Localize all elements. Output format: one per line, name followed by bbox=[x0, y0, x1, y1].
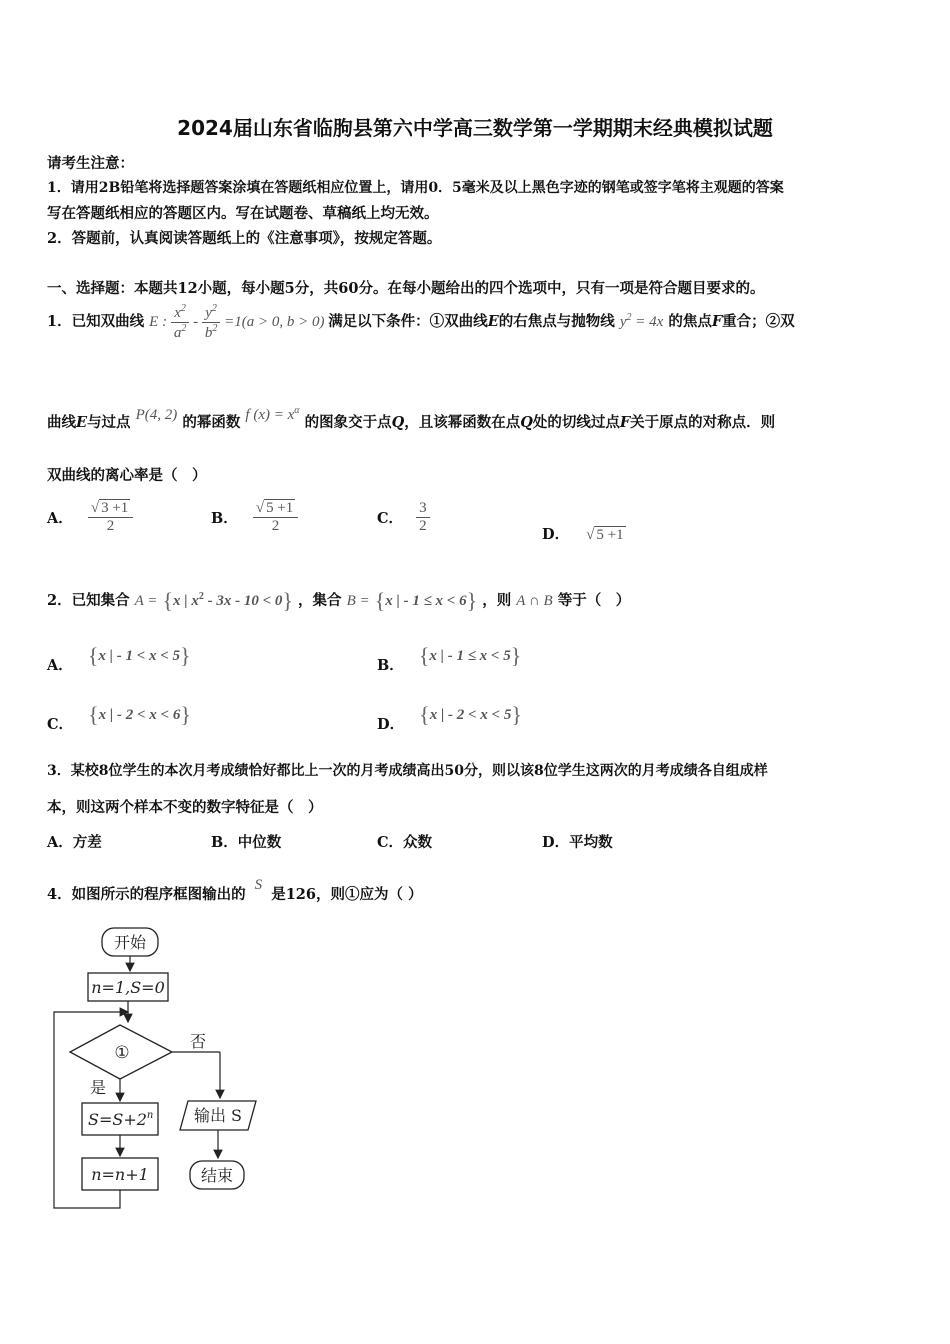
q2-text: 2．已知集合 bbox=[47, 592, 130, 609]
option-d-val: 5 +1 bbox=[596, 527, 624, 543]
q3-option-c[interactable]: C．众数 bbox=[377, 834, 433, 851]
q2-c-val: x | - 2 < x < 6 bbox=[98, 707, 181, 723]
q1-var: E bbox=[487, 312, 499, 330]
q1-var: F bbox=[619, 414, 631, 431]
q2-b-val: x | - 1 ≤ x < 5 bbox=[429, 648, 511, 664]
notice-heading: 请考生注意： bbox=[47, 155, 134, 172]
flow-start-label: 开始 bbox=[113, 933, 147, 952]
option-label: A． bbox=[47, 510, 73, 527]
option-b-den: 2 bbox=[271, 518, 280, 534]
q1-option-b[interactable] bbox=[211, 500, 298, 535]
notice-line-1a: 1．请用2B铅笔将选择题答案涂填在答题纸相应位置上，请用0．5毫米及以上黑色字迹的钢笔或签字笔将主观题的答案 bbox=[47, 180, 784, 196]
q2-text: ，集合 bbox=[298, 592, 342, 609]
eq-b: b bbox=[204, 325, 213, 341]
question-3-line-1: 3．某校8位学生的本次月考成绩恰好都比上一次的月考成绩高出50分，则以该8位学生这两次的月考成绩各自组成样 bbox=[47, 763, 768, 779]
flow-update-s-label bbox=[88, 1110, 153, 1129]
question-1-line-3: 双曲线的离心率是（ ） bbox=[47, 467, 207, 484]
q2-option-c-set: {x | - 2 < x < 6} bbox=[88, 702, 191, 727]
flow-update-s-text: S=S+2 bbox=[88, 1110, 147, 1129]
notice-line-2: 2．答题前，认真阅读答题纸上的《注意事项》，按规定答题。 bbox=[47, 230, 442, 247]
q2-option-d[interactable] bbox=[377, 702, 522, 734]
flow-no-label: 否 bbox=[190, 1032, 207, 1051]
eq-tail: =1(a > 0, b > 0) bbox=[224, 313, 325, 330]
parabola-equation: $y^2 = 4x$ bbox=[619, 311, 664, 330]
option-label: C． bbox=[377, 510, 404, 527]
question-1-line-1 bbox=[47, 303, 795, 342]
q1-text: 处的切线过点 bbox=[532, 414, 620, 431]
option-a-den: 2 bbox=[106, 518, 115, 534]
q4-text: 是126，则①应为（ ） bbox=[271, 886, 423, 903]
option-label: C． bbox=[47, 716, 74, 733]
q1-text: 的图象交于点 bbox=[304, 414, 392, 431]
set-a-tail: - 3x - 10 < 0 bbox=[203, 593, 283, 609]
q1-var: F bbox=[711, 312, 723, 330]
flow-update-s-exp: n bbox=[146, 1110, 154, 1121]
q1-option-a[interactable] bbox=[47, 500, 133, 535]
eq-fraction-y: $\frac{y^2}{b^2}$ bbox=[202, 303, 221, 342]
program-flowchart bbox=[40, 918, 280, 1218]
flow-update-n-label: n=n+1 bbox=[91, 1165, 149, 1184]
q3-option-b[interactable]: B．中位数 bbox=[211, 834, 282, 851]
q2-option-d-set: {x | - 2 < x < 5} bbox=[419, 702, 522, 727]
flow-end-label: 结束 bbox=[200, 1166, 234, 1185]
option-label: D． bbox=[542, 526, 570, 543]
q1-var: Q bbox=[391, 414, 405, 431]
q1-text: 满足以下条件：①双曲线 bbox=[328, 312, 488, 330]
option-d-value: √ 5 +1 bbox=[586, 527, 624, 543]
q1-var: Q bbox=[520, 414, 533, 431]
a-cap-b: A ∩ B bbox=[516, 593, 553, 609]
question-4-stem bbox=[47, 877, 423, 904]
flow-output-label: 输出 S bbox=[193, 1106, 243, 1125]
set-a-lhs: A = bbox=[134, 593, 158, 609]
q2-option-b[interactable] bbox=[377, 643, 521, 675]
eq-a: a bbox=[173, 325, 182, 341]
q1-text: 1．已知双曲线 bbox=[47, 312, 145, 330]
option-c-den: 2 bbox=[419, 518, 427, 534]
q3-option-d[interactable]: D．平均数 bbox=[542, 834, 613, 851]
q2-option-b-set: {x | - 1 ≤ x < 5} bbox=[418, 643, 522, 668]
q2-text: 等于（ ） bbox=[557, 592, 631, 609]
parab-y: y bbox=[619, 313, 627, 330]
parab-tail: = 4x bbox=[635, 313, 664, 330]
eq-e: E : bbox=[149, 313, 168, 330]
q1-text: 的焦点 bbox=[668, 312, 712, 330]
set-a: {x | $x^2 - 3x - 10 < 0$} bbox=[162, 588, 293, 613]
q1-option-c[interactable] bbox=[377, 500, 430, 535]
set-b-body: x | - 1 ≤ x < 6 bbox=[385, 593, 467, 609]
q1-text: 的右焦点与抛物线 bbox=[498, 312, 615, 330]
option-label: D． bbox=[377, 716, 405, 733]
q1-text: 与过点 bbox=[87, 414, 131, 431]
option-label: B． bbox=[211, 510, 238, 527]
notice-line-1b: 写在答题纸相应的答题区内。写在试题卷、草稿纸上均无效。 bbox=[47, 205, 439, 222]
question-1-line-2 bbox=[47, 405, 775, 432]
q3-option-a[interactable]: A．方差 bbox=[47, 834, 102, 851]
option-b-num: 5 +1 bbox=[266, 500, 294, 516]
option-a-num: 3 +1 bbox=[101, 500, 129, 516]
eq-x: x bbox=[174, 305, 181, 321]
q1-text: 重合；②双 bbox=[722, 312, 795, 330]
q2-option-a[interactable] bbox=[47, 643, 191, 675]
q2-option-c[interactable] bbox=[47, 702, 191, 734]
flow-decision-label: ① bbox=[114, 1043, 130, 1063]
q4-var-s: S bbox=[254, 877, 263, 893]
flow-yes-label: 是 bbox=[90, 1078, 107, 1097]
alpha: α bbox=[294, 405, 300, 416]
set-a-body: x | x bbox=[173, 593, 199, 609]
q2-a-val: x | - 1 < x < 5 bbox=[98, 648, 181, 664]
q1-text: ，且该幂函数在点 bbox=[404, 414, 521, 431]
q2-option-a-set: {x | - 1 < x < 5} bbox=[87, 643, 191, 668]
eq-fraction-x: $\frac{x^2}{a^2}$ bbox=[171, 303, 190, 342]
q1-text: 的幂函数 bbox=[182, 414, 241, 431]
option-label: A． bbox=[47, 657, 73, 674]
q4-text: 4．如图所示的程序框图输出的 bbox=[47, 886, 246, 903]
question-3-line-2: 本，则这两个样本不变的数字特征是（ ） bbox=[47, 799, 323, 816]
hyperbola-equation: E : $\frac{x^2}{a^2}$ - $\frac{y^2}{b^2}$ =1(a > 0, b > 0) bbox=[149, 303, 325, 341]
option-b-fraction: $\frac{√ 5 +1}{2}$ bbox=[253, 500, 298, 535]
q2-text: ，则 bbox=[482, 592, 512, 609]
section-heading: 一、选择题：本题共12小题，每小题5分，共60分。在每小题给出的四个选项中，只有一项是符合题目要求的。 bbox=[47, 280, 765, 297]
power-function bbox=[245, 407, 299, 423]
q1-option-d[interactable] bbox=[542, 523, 626, 544]
q1-var: E bbox=[76, 414, 88, 431]
q1-text: 曲线 bbox=[47, 414, 76, 431]
eq-y: y bbox=[205, 305, 212, 321]
point-p: P(4, 2) bbox=[135, 407, 178, 423]
fx: f (x) = x bbox=[245, 407, 295, 423]
option-c-num: 3 bbox=[416, 500, 430, 518]
q1-text: 关于原点的对称点．则 bbox=[630, 414, 776, 431]
set-b: {x | - 1 ≤ x < 6} bbox=[374, 588, 478, 613]
question-2-stem bbox=[47, 588, 630, 614]
option-c-fraction bbox=[416, 500, 430, 535]
option-a-fraction: $\frac{√ 3 +1}{2}$ bbox=[88, 500, 133, 535]
q2-d-val: x | - 2 < x < 5 bbox=[429, 707, 512, 723]
page-title: 2024届山东省临朐县第六中学高三数学第一学期期末经典模拟试题 bbox=[177, 116, 773, 140]
set-b-lhs: B = bbox=[346, 593, 370, 609]
option-label: B． bbox=[377, 657, 404, 674]
flow-init-label: n=1,S=0 bbox=[91, 978, 165, 997]
